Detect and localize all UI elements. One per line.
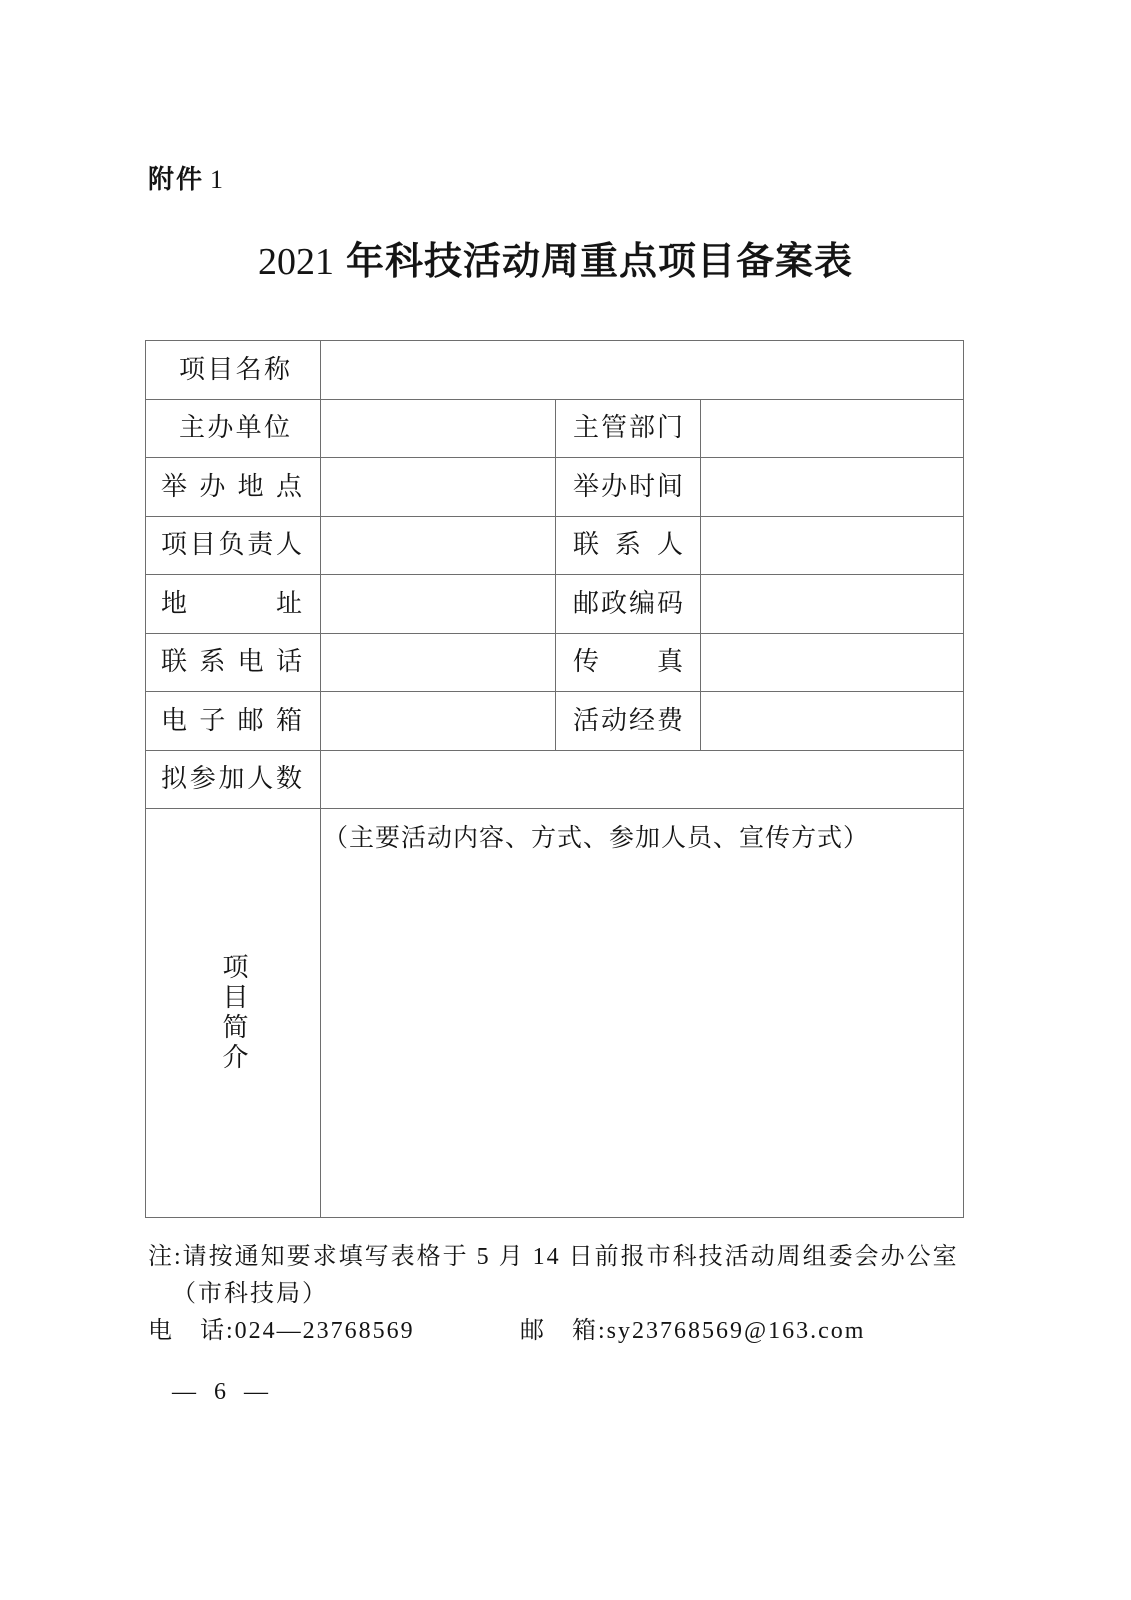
postal-code-value [701, 575, 964, 634]
label-char: 负 [218, 530, 245, 560]
venue-value [321, 458, 556, 517]
fax-label [573, 647, 683, 677]
label-char: 名 [235, 354, 262, 384]
contact-person-label-cell [556, 516, 701, 575]
label-char: 人 [247, 764, 274, 794]
label-char: 办 [600, 471, 627, 501]
project-leader-label [161, 530, 302, 560]
note-line-2: （市科技局） [172, 1281, 328, 1307]
label-char: 邮 [237, 705, 264, 735]
label-char: 举 [573, 471, 600, 501]
participants-label [161, 764, 302, 794]
label-char: 编 [628, 588, 655, 618]
label-char: 部 [628, 413, 655, 443]
label-char: 经 [628, 705, 655, 735]
venue-label [161, 472, 302, 502]
project-name-value [321, 341, 964, 400]
form-table [145, 340, 964, 1218]
postal-code-label-cell [556, 575, 701, 634]
label-char: 管 [600, 413, 627, 443]
table-row [146, 809, 964, 1218]
label-char: 址 [275, 588, 302, 618]
project-summary-label-cell [146, 809, 321, 1218]
label-char: 点 [275, 471, 302, 501]
project-name-label [179, 355, 290, 385]
page-title [258, 238, 853, 286]
label-char: 政 [600, 588, 627, 618]
table-row [146, 750, 964, 809]
contact-email: 邮 箱:sy23768569@163.com [520, 1318, 866, 1344]
project-leader-value [321, 516, 556, 575]
label-char: 主 [573, 413, 600, 443]
label-char: 单 [235, 413, 262, 443]
postal-code-label [573, 589, 683, 619]
table-row [146, 633, 964, 692]
label-char: 加 [218, 764, 245, 794]
title-text: 年科技活动周重点项目备案表 [346, 241, 854, 283]
label-char: 拟 [161, 764, 188, 794]
label-char: 称 [263, 354, 290, 384]
label-char: 主 [179, 413, 206, 443]
table-row [146, 692, 964, 751]
label-char: 联 [161, 647, 188, 677]
label-char: 传 [573, 647, 600, 677]
label-char: 门 [656, 413, 683, 443]
supervising-dept-label [573, 413, 683, 443]
label-char: 项 [161, 530, 188, 560]
host-unit-label-cell [146, 399, 321, 458]
project-name-label-cell [146, 341, 321, 400]
contact-phone: 电 话:024—23768569 [148, 1318, 415, 1344]
table-row [146, 341, 964, 400]
label-char: 地 [237, 471, 264, 501]
phone-label-cell [146, 633, 321, 692]
label-char: 人 [656, 530, 683, 560]
supervising-dept-label-cell [556, 399, 701, 458]
table-row [146, 575, 964, 634]
participants-label-cell [146, 750, 321, 809]
venue-label-cell [146, 458, 321, 517]
label-char: 系 [199, 647, 226, 677]
attachment-label [148, 165, 223, 195]
project-leader-label-cell [146, 516, 321, 575]
label-char: 位 [263, 413, 290, 443]
address-value [321, 575, 556, 634]
supervising-dept-value [701, 399, 964, 458]
label-char: 参 [189, 764, 216, 794]
phone-value [321, 633, 556, 692]
note-line-1: 注:请按通知要求填写表格于 5 月 14 日前报市科技活动周组委会办公室 [148, 1244, 959, 1270]
project-summary-area [321, 809, 964, 1218]
table-row [146, 516, 964, 575]
label-char: 责 [247, 530, 274, 560]
label-char: 联 [573, 530, 600, 560]
label-char: 邮 [573, 588, 600, 618]
email-label-cell [146, 692, 321, 751]
participants-value [321, 750, 964, 809]
label-char: 时 [628, 471, 655, 501]
table-row [146, 399, 964, 458]
label-char: 电 [161, 705, 188, 735]
phone-label [161, 647, 302, 677]
attachment-number: 1 [210, 165, 224, 194]
table-row [146, 458, 964, 517]
title-year: 2021 [258, 241, 334, 283]
fax-label-cell [556, 633, 701, 692]
project-summary-label: 项目简介 [219, 953, 248, 1073]
label-char: 码 [656, 588, 683, 618]
label-char: 目 [207, 354, 234, 384]
label-char: 电 [237, 647, 264, 677]
label-char: 数 [275, 764, 302, 794]
label-char: 项 [179, 354, 206, 384]
label-char: 真 [656, 647, 683, 677]
label-char: 办 [199, 471, 226, 501]
label-char: 箱 [275, 705, 302, 735]
address-label [161, 589, 302, 619]
label-char: 动 [600, 705, 627, 735]
label-char: 活 [573, 705, 600, 735]
label-char: 地 [161, 588, 188, 618]
fax-value [701, 633, 964, 692]
page-number: — 6 — [172, 1379, 274, 1405]
event-time-label [573, 472, 683, 502]
email-value [321, 692, 556, 751]
host-unit-label [179, 413, 290, 443]
contact-person-value [701, 516, 964, 575]
address-label-cell [146, 575, 321, 634]
event-time-value [701, 458, 964, 517]
attachment-prefix: 附件 [148, 165, 205, 194]
budget-label-cell [556, 692, 701, 751]
label-char: 子 [199, 705, 226, 735]
label-char: 话 [275, 647, 302, 677]
contact-person-label [573, 530, 683, 560]
label-char: 间 [656, 471, 683, 501]
label-char: 系 [614, 530, 641, 560]
budget-label [573, 706, 683, 736]
label-char: 人 [275, 530, 302, 560]
event-time-label-cell [556, 458, 701, 517]
label-char: 办 [207, 413, 234, 443]
label-char: 费 [656, 705, 683, 735]
budget-value [701, 692, 964, 751]
summary-hint: （主要活动内容、方式、参加人员、宣传方式） [323, 825, 870, 852]
email-label [161, 706, 302, 736]
label-char: 举 [161, 471, 188, 501]
host-unit-value [321, 399, 556, 458]
label-char: 目 [189, 530, 216, 560]
